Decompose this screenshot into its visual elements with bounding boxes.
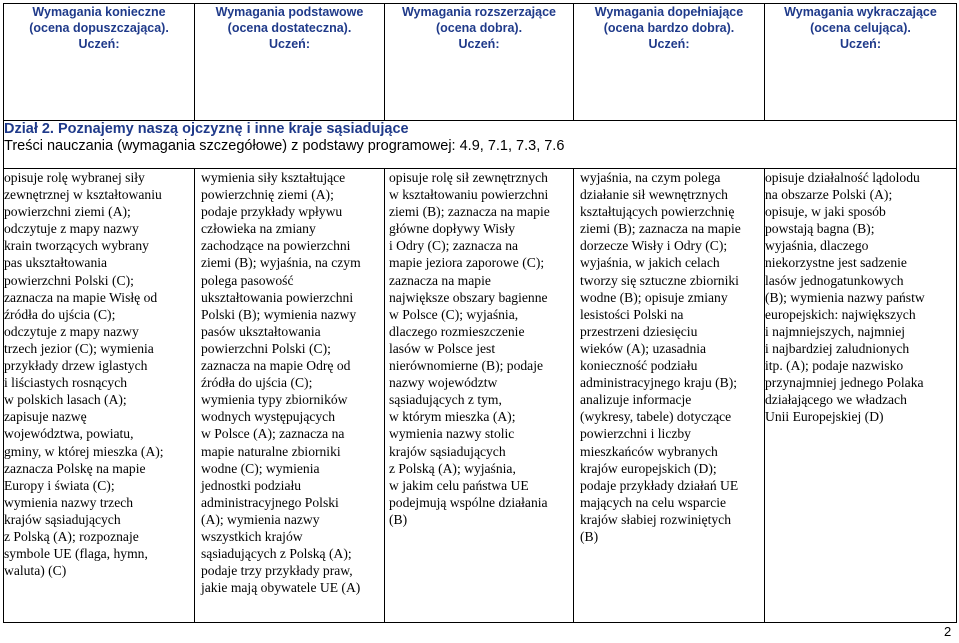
section-title: Dział 2. Poznajemy naszą ojczyznę i inne kraje sąsiadujące — [4, 121, 409, 137]
header-cell-konieczne — [4, 4, 195, 121]
section-cell — [4, 121, 957, 169]
requirements-text: opisuje działalność lądolodu na obszarze Polski (A); opisuje, w jaki sposób powstają bagna (B); wyjaśnia, dlaczego niekorzystne jest sadzenie lasów jednogatunkowych (B); wymienia nazwy państw europejskich: największych i najmniejszych, najmniej i najbardziej zaludnionych itp. (A); podaje nazwisko przynajmniej jednego Polaka działającego we władzach Unii Europejskiej (D) — [765, 170, 925, 425]
section-row — [4, 121, 957, 169]
requirements-cell-podstawowe — [195, 169, 385, 623]
header-student-label: Uczeń: — [648, 37, 690, 51]
header-title: Wymagania konieczne — [32, 5, 166, 19]
header-title: Wymagania rozszerzające — [401, 5, 556, 19]
header-grade: (ocena dopuszczająca). — [29, 21, 169, 35]
header-title: Wymagania podstawowe — [215, 5, 364, 19]
header-student-label: Uczeń: — [269, 37, 310, 51]
header-cell-dopelniajace — [574, 4, 765, 121]
header-student-label: Uczeń: — [78, 37, 120, 51]
requirements-text: opisuje rolę sił zewnętrznych w kształtowaniu powierzchni ziemi (B); zaznacza na mapie główne dopływy Wisły i Odry (C); zaznacza na mapie jeziora zaporowe (C); zaznacza na mapie największe obszary bagienne w Polsce (C); wyjaśnia, dlaczego rozmieszczenie lasów w Polsce jest nierównomierne (B); podaje nazwy województw sąsiadujących z tym, w którym mieszka (A); wymienia nazwy stolic krajów sąsiadujących z Polską (A); wyjaśnia, w jakim celu państwa UE podejmują wspólne działania (B) — [389, 170, 550, 527]
header-grade: (ocena bardzo dobra). — [603, 21, 735, 35]
header-title: Wymagania dopełniające — [594, 5, 744, 19]
requirements-text: wymienia siły kształtujące powierzchnię ziemi (A); podaje przykłady wpływu człowieka na zmiany zachodzące na powierzchni ziemi (B); wyjaśnia, na czym polega pasowość ukształtowania powierzchni Polski (B); wymienia nazwy pasów ukształtowania powierzchni Polski (C); zaznacza na mapie Odrę od źródła do ujścia (C); wymienia typy zbiorników wodnych występujących w Polsce (A); zaznacza na mapie naturalne zbiorniki wodne (C); wymienia jednostki podziału administracyjnego Polski (A); wymienia nazwy wszystkich krajów sąsiadujących z Polską (A); podaje trzy przykłady praw, jakie mają obywatele UE (A) — [201, 170, 361, 596]
header-cell-wykraczajace — [765, 4, 957, 121]
requirements-cell-rozszerzajace — [385, 169, 574, 623]
requirements-cell-wykraczajace — [765, 169, 957, 623]
header-grade: (ocena dobra). — [435, 21, 523, 35]
header-cell-podstawowe — [195, 4, 385, 121]
requirements-cell-dopelniajace — [574, 169, 765, 623]
header-cell-rozszerzajace — [385, 4, 574, 121]
header-row — [4, 4, 957, 121]
requirements-text: wyjaśnia, na czym polega działanie sił wewnętrznych kształtujących powierzchnię ziemi (B); zaznacza na mapie dorzecze Wisły i Odry (C); wyjaśnia, w jakich celach tworzy się sztuczne zbiorniki wodne (B); opisuje zmiany lesistości Polski na przestrzeni dziesięciu wieków (A); uzasadnia konieczność podziału administracyjnego kraju (B); analizuje informacje (wykresy, tabele) dotyczące powierzchni i liczby mieszkańców wybranych krajów europejskich (D); podaje przykłady działań UE mających na celu wsparcie krajów słabiej rozwiniętych (B) — [580, 170, 741, 544]
requirements-row — [4, 169, 957, 623]
requirements-table — [3, 3, 957, 623]
section-subtitle: Treści nauczania (wymagania szczegółowe) z podstawy programowej: 4.9, 7.1, 7.3, 7.6 — [4, 138, 565, 154]
page-number: 2 — [944, 624, 952, 639]
header-student-label: Uczeń: — [458, 37, 500, 51]
header-title: Wymagania wykraczające — [784, 5, 937, 19]
header-grade: (ocena celująca). — [810, 21, 911, 35]
requirements-cell-konieczne — [4, 169, 195, 623]
header-student-label: Uczeń: — [840, 37, 881, 51]
requirements-text: opisuje rolę wybranej siły zewnętrznej w kształtowaniu powierzchni ziemi (A); odczytuje z mapy nazwy krain tworzących wybrany pas ukształtowania powierzchni Polski (C); zaznacza na mapie Wisłę od źródła do ujścia (C); odczytuje z mapy nazwy trzech jezior (C); wymienia przykłady drzew iglastych i liściastych rosnących w polskich lasach (A); zapisuje nazwę województwa, powiatu, gminy, w której mieszka (A); zaznacza Polskę na mapie Europy i świata (C); wymienia nazwy trzech krajów sąsiadujących z Polską (A); rozpoznaje symbole UE (flaga, hymn, waluta) (C) — [4, 170, 164, 579]
header-grade: (ocena dostateczna). — [227, 21, 352, 35]
